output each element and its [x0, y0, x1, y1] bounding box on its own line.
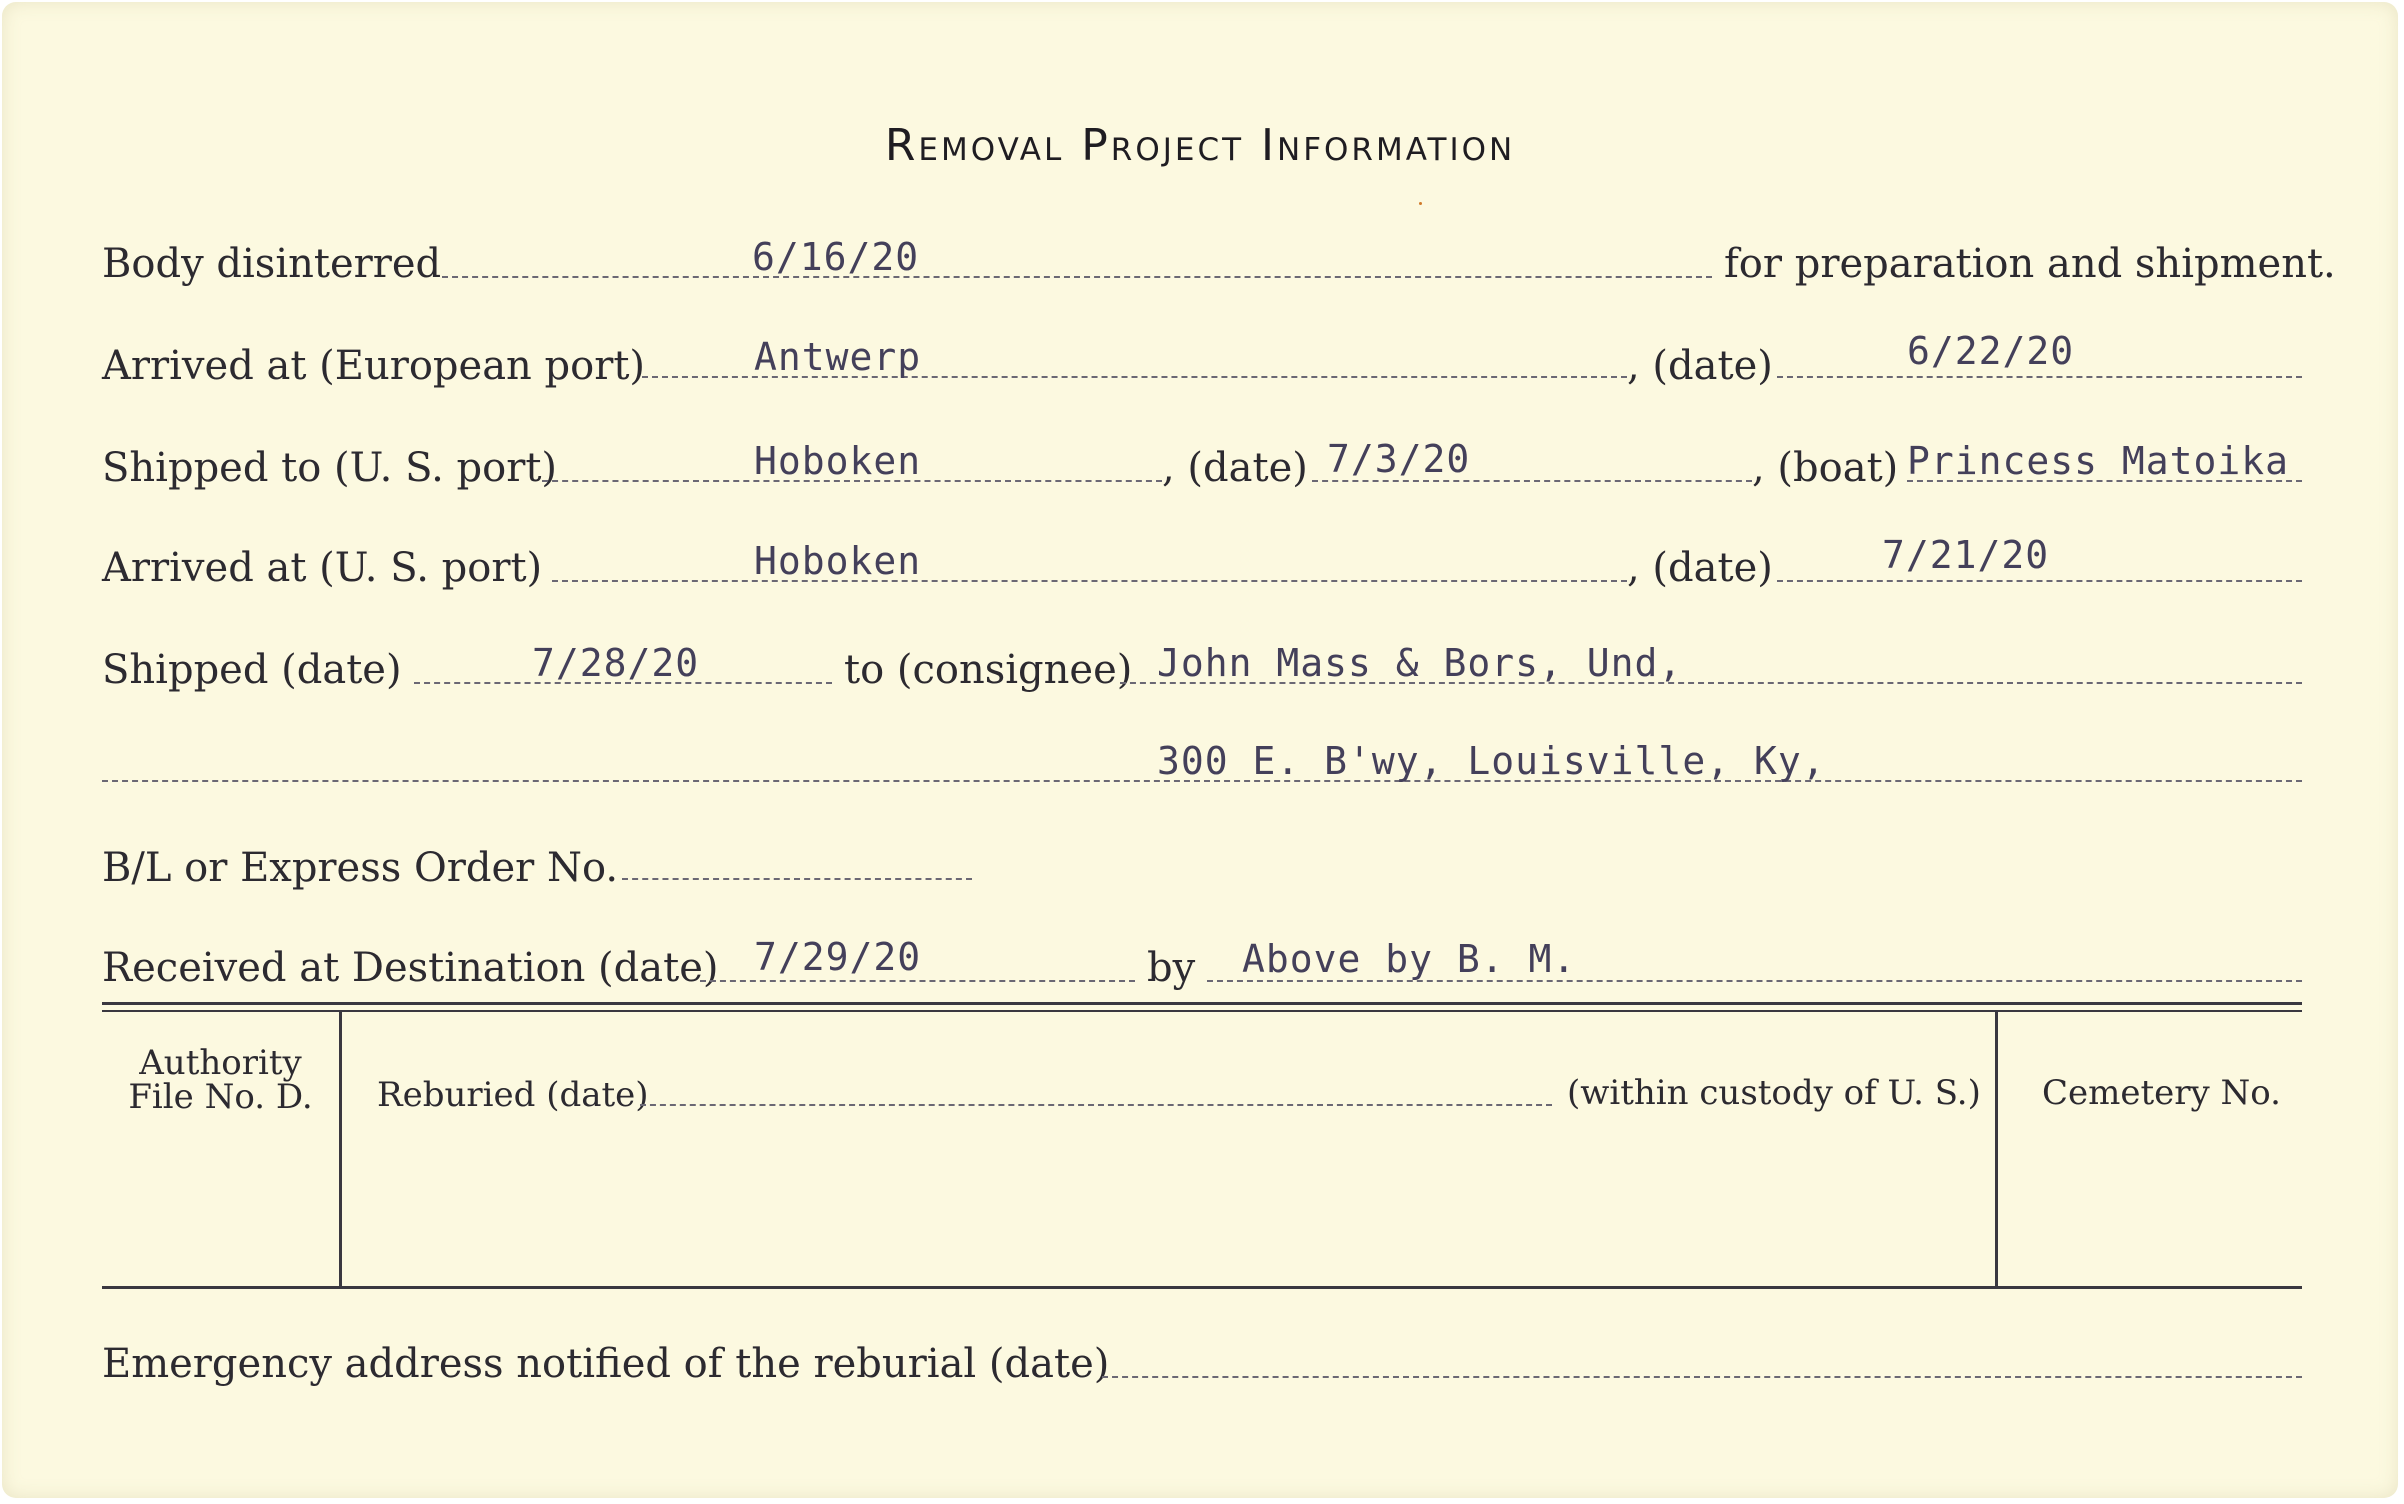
arrived-us-date-line: [1777, 580, 2302, 582]
removal-project-card: [2, 2, 2398, 1498]
table-bottom-rule: [102, 1286, 2302, 1289]
arrived-us-port: Hoboken: [754, 539, 922, 583]
card-title: Removal Project Information: [884, 120, 1516, 171]
european-port-value: Antwerp: [754, 335, 922, 379]
disinterred-suffix: for preparation and shipment.: [1724, 241, 2336, 287]
boat-label: , (boat): [1752, 445, 1899, 491]
received-date-line: [700, 980, 1135, 982]
arrived-us-label: Arrived at (U. S. port): [102, 545, 543, 591]
received-date: 7/29/20: [754, 935, 922, 979]
received-by-value: Above by B. M.: [1242, 937, 1577, 981]
european-date-line: [1777, 376, 2302, 378]
table-divider-right: [1995, 1012, 1998, 1287]
shipped-us-date-label: , (date): [1162, 445, 1308, 491]
ink-speck: [1419, 202, 1422, 205]
shipped-us-date: 7/3/20: [1327, 437, 1471, 481]
shipped-us-label: Shipped to (U. S. port): [102, 445, 557, 491]
emergency-label: Emergency address notified of the reburial (date): [102, 1341, 1110, 1387]
consignee-address: 300 E. B'wy, Louisville, Ky,: [1157, 739, 1826, 783]
double-rule-bottom: [102, 1010, 2302, 1012]
double-rule-top: [102, 1002, 2302, 1005]
received-label: Received at Destination (date): [102, 945, 719, 991]
cemetery-label: Cemetery No.: [2042, 1073, 2281, 1113]
authority-label: Authority: [139, 1043, 302, 1083]
table-divider-left: [339, 1012, 342, 1287]
custody-label: (within custody of U. S.): [1567, 1073, 1981, 1113]
disinterred-date: 6/16/20: [752, 235, 920, 279]
arrived-us-date-label: , (date): [1627, 545, 1773, 591]
received-by-label: by: [1147, 945, 1196, 991]
boat-name: Princess Matoika: [1907, 439, 2290, 483]
disinterred-label: Body disinterred: [102, 241, 442, 287]
european-port-label: Arrived at (European port): [102, 343, 646, 389]
shipped-date-label: Shipped (date): [102, 647, 402, 693]
consignee-label: to (consignee): [844, 647, 1133, 693]
bl-line: [622, 878, 972, 880]
consignee-name: John Mass & Bors, Und,: [1157, 641, 1683, 685]
reburied-line: [640, 1104, 1552, 1106]
shipped-us-port: Hoboken: [754, 439, 922, 483]
shipped-date-value: 7/28/20: [532, 641, 700, 685]
file-no-label: File No. D.: [128, 1077, 313, 1117]
reburied-label: Reburied (date): [377, 1075, 649, 1115]
arrived-us-line: [552, 580, 1627, 582]
bl-label: B/L or Express Order No.: [102, 845, 619, 891]
arrived-us-date: 7/21/20: [1882, 533, 2050, 577]
emergency-line: [1102, 1376, 2302, 1378]
european-date-value: 6/22/20: [1907, 329, 2075, 373]
european-date-label: , (date): [1627, 343, 1773, 389]
disinterred-line: [442, 276, 1712, 278]
